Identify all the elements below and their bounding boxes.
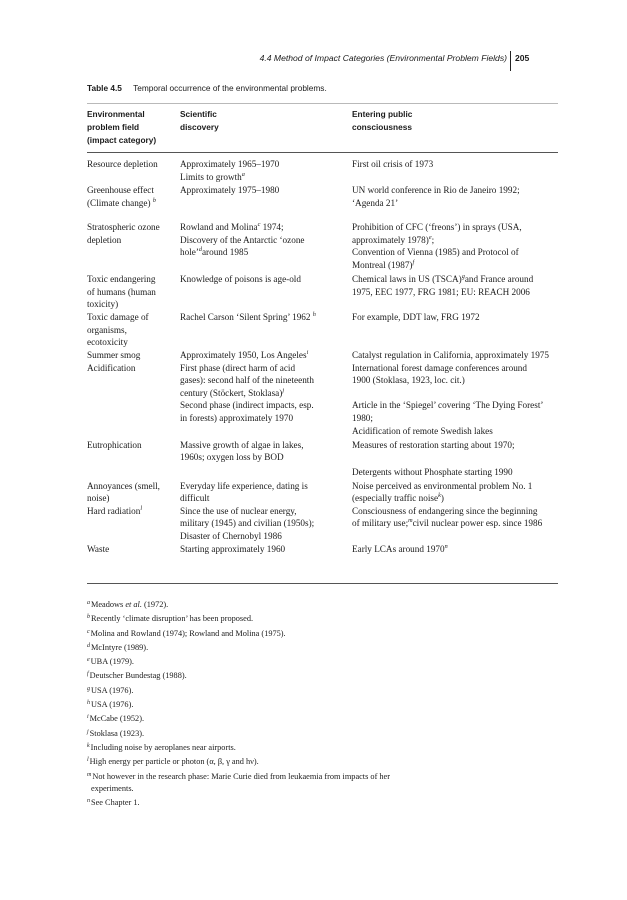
cell-text: century (Stöckert, Stoklasa) <box>180 387 283 398</box>
footnote-mark: k <box>438 492 441 500</box>
cell-line: Toxic damage of <box>87 312 149 322</box>
footnote-text: Including noise by aeroplanes near airports. <box>90 742 236 752</box>
table-row <box>87 439 558 480</box>
cell-discovery <box>180 273 360 286</box>
footnote <box>87 726 567 740</box>
cell-line: Acidification <box>87 362 136 373</box>
cell-line <box>352 543 562 556</box>
cell-text: ) <box>440 493 444 504</box>
cell-line <box>180 171 360 184</box>
footnote-text: USA (1976). <box>91 700 134 710</box>
cell-text: and France around <box>464 274 534 284</box>
header-line: (impact category) <box>87 135 157 145</box>
cell-public <box>352 362 562 438</box>
table-caption-text: Temporal occurrence of the environmental problems. <box>133 83 327 93</box>
table-row <box>87 184 558 221</box>
cell-discovery <box>180 362 360 425</box>
cell-line: Everyday life experience, dating is <box>180 480 308 491</box>
footnote-mark: b <box>152 196 156 204</box>
footnote-text: Stoklasa (1923). <box>89 728 145 738</box>
cell-line: Massive growth of algae in lakes, <box>180 439 304 450</box>
cell-field <box>87 362 179 375</box>
footnote-text: UBA (1979). <box>90 657 134 667</box>
cell-line: Waste <box>87 543 110 554</box>
footnote-text: High energy per particle or photon (α, β, γ and hν). <box>89 757 259 767</box>
cell-public <box>352 184 562 209</box>
cell-discovery <box>180 543 360 556</box>
header-bottom-rule <box>87 152 558 153</box>
cell-text: Chemical laws in US (TSCA) <box>352 274 462 284</box>
header-line: Scientific <box>180 109 217 119</box>
cell-public <box>352 273 562 298</box>
cell-text: approximately 1978) <box>352 234 429 245</box>
footnote-mark: g <box>461 273 465 280</box>
cell-text: Limits to growth <box>180 171 242 182</box>
footnote-mark: e <box>87 657 90 664</box>
cell-public <box>352 221 562 271</box>
cell-public <box>352 439 562 479</box>
header-line: problem field <box>87 122 140 132</box>
cell-line: Second phase (indirect impacts, esp. <box>180 400 314 411</box>
cell-line: Since the use of nuclear energy, <box>180 505 297 516</box>
cell-discovery <box>180 349 360 362</box>
cell-line: Toxic endangering <box>87 274 156 284</box>
cell-line <box>180 221 360 234</box>
table-bottom-rule <box>87 583 558 584</box>
cell-line: Eutrophication <box>87 439 142 450</box>
cell-line: Approximately 1965–1970 <box>180 159 280 169</box>
footnote-mark: m <box>408 517 413 525</box>
footnote-text: Deutscher Bundestag (1988). <box>89 671 187 681</box>
footnote-mark: d <box>87 642 90 649</box>
cell-text: (Climate change) <box>87 197 151 208</box>
table-row <box>87 349 558 362</box>
table-row <box>87 543 558 556</box>
cell-field <box>87 184 179 209</box>
footnote-text: Meadows <box>91 600 126 609</box>
table-row <box>87 362 558 439</box>
footnote-mark: i <box>87 714 89 721</box>
cell-line <box>352 234 562 247</box>
cell-line <box>352 273 562 286</box>
footnote-mark: d <box>198 246 202 254</box>
table-row <box>87 311 558 349</box>
footnote-text: et al. <box>125 600 142 609</box>
table-row <box>87 158 558 184</box>
footnote-mark: i <box>306 349 309 356</box>
cell-spacer <box>352 387 562 400</box>
cell-text: hole’ <box>180 247 199 258</box>
cell-line: First oil crisis of 1973 <box>352 159 434 169</box>
cell-text: (especially traffic noise <box>352 493 439 504</box>
footnote <box>87 611 567 625</box>
footnote-mark: a <box>87 600 90 606</box>
cell-text: Rowland and Molina <box>180 222 258 232</box>
footnote-mark: l <box>87 757 89 764</box>
footnote-text: See Chapter 1. <box>91 798 140 808</box>
cell-text: Approximately 1950, Los Angeles <box>180 350 307 360</box>
footnote-mark: j <box>282 386 285 394</box>
cell-line: Measures of restoration starting about 1970; <box>352 439 515 450</box>
cell-line <box>352 259 562 272</box>
cell-line <box>87 505 179 518</box>
footnote-mark: f <box>87 671 89 678</box>
cell-discovery <box>180 480 360 505</box>
header-line: Entering public <box>352 109 413 119</box>
cell-line: Consciousness of endangering since the beginning <box>352 505 538 516</box>
cell-text: Early LCAs around 1970 <box>352 543 445 554</box>
cell-discovery <box>180 311 360 324</box>
table-row <box>87 505 558 543</box>
table-row <box>87 480 558 505</box>
cell-line: 1960s; oxygen loss by BOD <box>180 452 284 463</box>
footnote-mark: h <box>87 700 90 707</box>
cell-public <box>352 543 562 556</box>
cell-discovery <box>180 505 360 543</box>
cell-line: organisms, <box>87 324 127 335</box>
column-header-public <box>352 108 412 134</box>
running-header <box>0 51 627 71</box>
cell-line <box>180 246 360 259</box>
footnote-mark: m <box>87 771 92 778</box>
footnote <box>87 697 567 711</box>
column-header-field <box>87 108 156 147</box>
cell-text: civil nuclear power esp. since 1986 <box>412 518 543 529</box>
cell-discovery <box>180 221 360 259</box>
cell-line: For example, DDT law, FRG 1972 <box>352 312 480 322</box>
cell-text: Rachel Carson ‘Silent Spring’ 1962 <box>180 312 311 322</box>
footnote-text: Not however in the research phase: Marie Curie died from leukaemia from impacts of her <box>92 771 390 781</box>
cell-discovery <box>180 439 360 464</box>
cell-line: 1975, EEC 1977, FRG 1981; EU: REACH 2006 <box>352 286 530 297</box>
cell-line: Prohibition of CFC (‘freons’) in sprays (USA, <box>352 222 522 232</box>
cell-line: Disaster of Chernobyl 1986 <box>180 530 282 541</box>
header-line: consciousness <box>352 122 412 132</box>
cell-field <box>87 158 179 171</box>
cell-field <box>87 480 179 505</box>
footnote <box>87 683 567 697</box>
cell-discovery <box>180 158 360 183</box>
footnote-text: McCabe (1952). <box>89 714 145 724</box>
footnote <box>87 626 567 640</box>
footnote-mark: h <box>312 311 316 318</box>
footnote-mark: k <box>87 742 90 749</box>
footnotes <box>87 597 567 809</box>
cell-line <box>180 387 360 400</box>
cell-public <box>352 505 562 530</box>
footnote <box>87 769 567 783</box>
footnote-mark: c <box>87 628 90 635</box>
cell-line: depletion <box>87 234 122 245</box>
footnote-mark: e <box>428 233 432 241</box>
footnote-mark: n <box>444 542 448 550</box>
cell-line: First phase (direct harm of acid <box>180 362 296 373</box>
cell-line: difficult <box>180 493 210 504</box>
footnote-text: McIntyre (1989). <box>91 642 149 652</box>
cell-text: around 1985 <box>201 247 249 258</box>
cell-line: Stratospheric ozone <box>87 222 160 232</box>
header-line: Environmental <box>87 109 145 119</box>
cell-public <box>352 158 562 171</box>
footnote <box>87 740 567 754</box>
column-header-discovery <box>180 108 219 134</box>
cell-public <box>352 480 562 505</box>
cell-line: military (1945) and civilian (1950s); <box>180 518 315 529</box>
cell-line: Acidification of remote Swedish lakes <box>352 425 493 436</box>
cell-text: ; <box>431 234 435 245</box>
cell-field <box>87 439 179 452</box>
table-top-rule <box>87 103 558 104</box>
cell-field <box>87 505 179 518</box>
table-label: Table 4.5 <box>87 83 122 93</box>
cell-text: Montreal (1987) <box>352 259 413 270</box>
running-title: 4.4 Method of Impact Categories (Environmental Problem Fields) <box>259 53 507 63</box>
page-number: 205 <box>515 53 530 63</box>
footnote-text: Recently ‘climate disruption’ has been proposed. <box>91 614 254 624</box>
footnote-mark: j <box>87 728 89 735</box>
cell-line: Knowledge of poisons is age-old <box>180 274 301 284</box>
cell-line: gases): second half of the nineteenth <box>180 375 314 386</box>
cell-line: in forests) approximately 1970 <box>180 412 294 423</box>
footnote <box>87 668 567 682</box>
cell-line: Article in the ‘Spiegel’ covering ‘The Dying Forest’ <box>352 400 544 411</box>
footnote-mark: f <box>412 258 415 266</box>
footnote-mark: g <box>87 685 90 692</box>
footnote-continuation <box>87 783 567 795</box>
cell-line: ecotoxicity <box>87 337 128 348</box>
table-row <box>87 221 558 273</box>
cell-text: Hard radiation <box>87 505 141 516</box>
cell-public <box>352 349 562 362</box>
cell-line <box>180 311 360 324</box>
cell-field <box>87 349 179 362</box>
cell-line: Starting approximately 1960 <box>180 543 286 554</box>
cell-line: International forest damage conferences around <box>352 362 527 373</box>
cell-line <box>352 492 562 505</box>
cell-line: Discovery of the Antarctic ‘ozone <box>180 234 305 245</box>
cell-text: of military use; <box>352 518 409 529</box>
cell-line <box>352 517 562 530</box>
footnote-mark: b <box>87 614 90 621</box>
cell-line <box>180 349 360 362</box>
footnote <box>87 597 567 611</box>
cell-spacer <box>352 451 562 466</box>
cell-field <box>87 311 179 349</box>
header-line: discovery <box>180 122 219 132</box>
cell-line: Noise perceived as environmental problem No. 1 <box>352 480 533 491</box>
cell-field <box>87 221 179 246</box>
cell-line: ‘Agenda 21’ <box>352 197 399 208</box>
footnote-mark: a <box>241 170 245 178</box>
footnote-text: USA (1976). <box>91 685 134 695</box>
footnote-text: (1972). <box>141 600 169 609</box>
cell-line: of humans (human <box>87 286 156 297</box>
table-body <box>87 158 558 556</box>
header-divider <box>510 51 511 71</box>
cell-line: noise) <box>87 493 110 504</box>
cell-public <box>352 311 562 324</box>
footnote <box>87 795 567 809</box>
footnote <box>87 711 567 725</box>
cell-field <box>87 543 179 556</box>
cell-line: Catalyst regulation in California, approximately 1975 <box>352 350 549 360</box>
cell-field <box>87 273 179 311</box>
cell-line: Resource depletion <box>87 159 158 169</box>
footnote-text: Molina and Rowland (1974); Rowland and Molina (1975). <box>90 628 286 638</box>
footnote-mark: c <box>257 221 261 228</box>
cell-line <box>87 197 179 210</box>
footnote <box>87 754 567 768</box>
cell-line: Annoyances (smell, <box>87 480 160 491</box>
cell-line: Detergents without Phosphate starting 1990 <box>352 467 513 478</box>
cell-discovery <box>180 184 360 197</box>
cell-text: 1974; <box>260 222 284 232</box>
cell-line: Approximately 1975–1980 <box>180 185 280 195</box>
footnote <box>87 640 567 654</box>
cell-line: toxicity) <box>87 299 119 310</box>
table-row <box>87 273 558 311</box>
cell-line: UN world conference in Rio de Janeiro 1992; <box>352 185 520 195</box>
footnote-mark: n <box>87 798 90 805</box>
footnote-mark: l <box>140 504 143 512</box>
cell-line: Convention of Vienna (1985) and Protocol of <box>352 247 519 258</box>
cell-line: 1980; <box>352 412 373 423</box>
footnote <box>87 654 567 668</box>
cell-line: Summer smog <box>87 350 141 360</box>
table-caption <box>87 83 327 93</box>
cell-line: Greenhouse effect <box>87 185 154 195</box>
cell-line: 1900 (Stoklasa, 1923, loc. cit.) <box>352 375 465 386</box>
footnote-text: experiments. <box>91 783 134 793</box>
